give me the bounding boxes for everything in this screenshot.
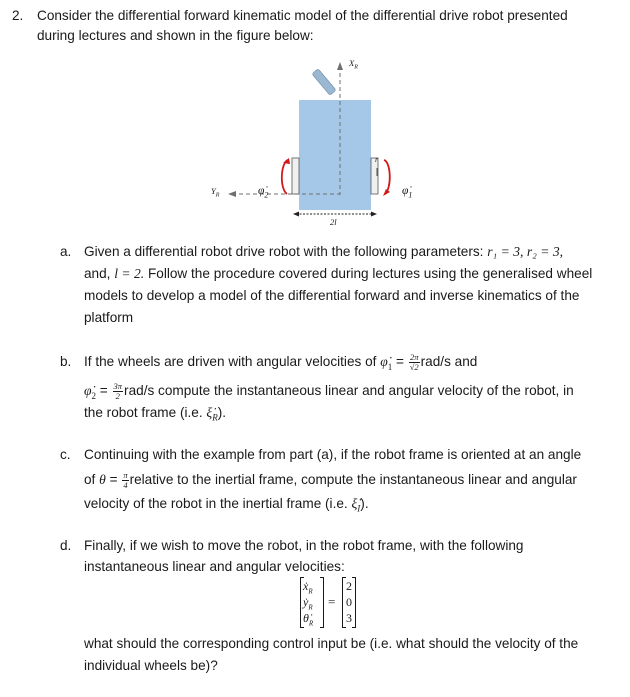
question-intro-line1: Consider the differential forward kinematic model of the differential drive robot presented [37, 8, 568, 23]
part-c-line2: of θ = $\frac{\pi}{4}$ relative to the inertial frame, compute the instantaneous linear and angular [84, 470, 577, 490]
part-d-line3: what should the corresponding control input be (i.e. what should the velocity of the [84, 636, 579, 651]
part-b-frac2-den: 2 [115, 391, 120, 401]
vector-y-sub: R [308, 603, 313, 612]
part-d-line2: instantaneous linear and angular velocities: [84, 559, 345, 574]
vector-theta-symbol: θ̇ [303, 611, 309, 625]
y-axis-label [211, 186, 219, 199]
phi2-sub: 2 [264, 190, 269, 200]
vector-value-x: 2 [346, 579, 352, 593]
width-label: 2l [330, 217, 337, 227]
part-a-line2-rest: Follow the procedure covered during lectures using the generalised wheel [144, 266, 593, 281]
robot-diagram-svg [0, 48, 630, 228]
vector-y-symbol: ẏ [303, 595, 309, 609]
part-c-line3-suffix: ). [360, 496, 369, 511]
width-dim-left-head [293, 212, 299, 217]
part-a-line3: models to develop a model of the differential forward and inverse kinematics of the [84, 288, 580, 303]
radius-label: r [375, 155, 379, 164]
x-axis-label [349, 58, 358, 71]
right-rotation-arrowhead [383, 189, 390, 196]
part-b-line3-prefix: the robot frame (i.e. [84, 405, 207, 420]
phi2-symbol: φ̇ [258, 185, 265, 197]
part-b-line2-suffix: rad/s compute the instantaneous linear and angular velocity of the robot, in [124, 383, 574, 399]
part-d-line1: Finally, if we wish to move the robot, in the robot frame, with the following [84, 538, 524, 553]
part-b-xi: ξ̇ [206, 405, 213, 420]
part-b-line3 [84, 404, 226, 427]
left-rotation-arrowhead [283, 158, 290, 164]
vector-x-sub: R [308, 587, 313, 596]
value-vector [342, 577, 356, 628]
part-b-xi-sub: R [212, 412, 218, 423]
part-b-frac1-num: 2π [409, 352, 419, 362]
part-b-line1: If the wheels are driven with angular velocities of $\varphi̇_1$ = $\frac{2\pi}{√2}$ rad/s and [84, 352, 478, 372]
part-a-letter: a. [60, 244, 72, 259]
part-b-phi2: φ̇ [84, 383, 92, 399]
phi1-label [402, 185, 412, 199]
part-b-line3-suffix: ). [217, 405, 227, 420]
equals-sign: = [328, 594, 336, 609]
vector-theta-dot [303, 610, 313, 631]
part-b-frac1 [409, 353, 420, 372]
part-c-frac [122, 471, 128, 490]
x-axis-sub: R [354, 64, 358, 71]
x-axis-arrowhead [337, 62, 343, 70]
question-intro-line2: during lectures and shown in the figure below: [37, 28, 314, 43]
part-a-params-r: r₁ = 3, r₂ = 3, [487, 244, 564, 259]
part-c-xi-sub: I [357, 503, 361, 514]
question-number: 2. [12, 8, 24, 23]
left-wheel [292, 158, 299, 194]
y-axis-letter: Y [211, 186, 216, 196]
vector-value-theta: 3 [346, 611, 352, 625]
part-b-phi2-sub: 2 [91, 390, 97, 401]
part-c-line1: Continuing with the example from part (a), if the robot frame is oriented at an angle [84, 447, 582, 462]
phi2-label [258, 185, 268, 199]
part-c-letter: c. [60, 447, 71, 462]
part-d-line4: individual wheels be)? [84, 658, 218, 673]
part-c-line2-prefix: of [84, 472, 100, 488]
vector-value-y: 0 [346, 595, 352, 609]
part-c-xi: ξ̇ [351, 496, 358, 511]
part-b-line2: $\varphi̇_2$ = $\frac{3\pi}{2}$ rad/s compute the instantaneous linear and angular velocity of the robot, in [84, 381, 574, 401]
part-a-line4: platform [84, 310, 134, 325]
caster-wheel [312, 69, 336, 96]
x-axis-letter: X [349, 58, 355, 68]
vector-x-symbol: ẋ [303, 579, 309, 593]
left-rotation-arrow [282, 160, 288, 194]
part-a-line2-prefix: and, [84, 266, 115, 281]
right-rotation-arrow [384, 160, 390, 194]
part-c-frac-den: 4 [123, 480, 128, 490]
part-c-line2-suffix: relative to the inertial frame, compute the instantaneous linear and angular [129, 472, 577, 488]
part-c-line3-prefix: velocity of the robot in the inertial frame (i.e. [84, 496, 352, 511]
part-a-line2 [84, 265, 592, 283]
part-b-frac2 [113, 382, 124, 401]
width-dim-right-head [371, 212, 377, 217]
phi1-symbol: φ̇ [402, 185, 409, 197]
symbol-vector [300, 577, 324, 628]
part-b-frac2-num: 3π [113, 381, 123, 391]
part-c-theta: θ [99, 472, 106, 488]
y-axis-sub: R [215, 192, 220, 199]
vector-theta-sub: R [308, 619, 314, 628]
part-b-letter: b. [60, 354, 72, 369]
y-axis-arrowhead [228, 191, 236, 197]
part-b-frac1-den: √2 [409, 362, 419, 372]
part-b-phi1: φ̇ [380, 354, 388, 370]
part-c-line3 [84, 495, 369, 518]
part-c-frac-num: π [123, 470, 128, 480]
part-d-letter: d. [60, 538, 72, 553]
part-b-line1-prefix: If the wheels are driven with angular velocities of [84, 354, 381, 370]
phi1-sub: 1 [408, 190, 413, 200]
part-b-phi1-sub: 1 [387, 361, 393, 372]
part-a-line1 [84, 243, 563, 261]
part-a-param-l: l = 2. [114, 266, 145, 281]
robot-diagram [0, 48, 630, 228]
part-a-line1-text: Given a differential robot drive robot with the following parameters: [84, 244, 488, 259]
part-b-line1-suffix: rad/s and [420, 354, 478, 370]
velocity-vector-equation [300, 577, 380, 629]
